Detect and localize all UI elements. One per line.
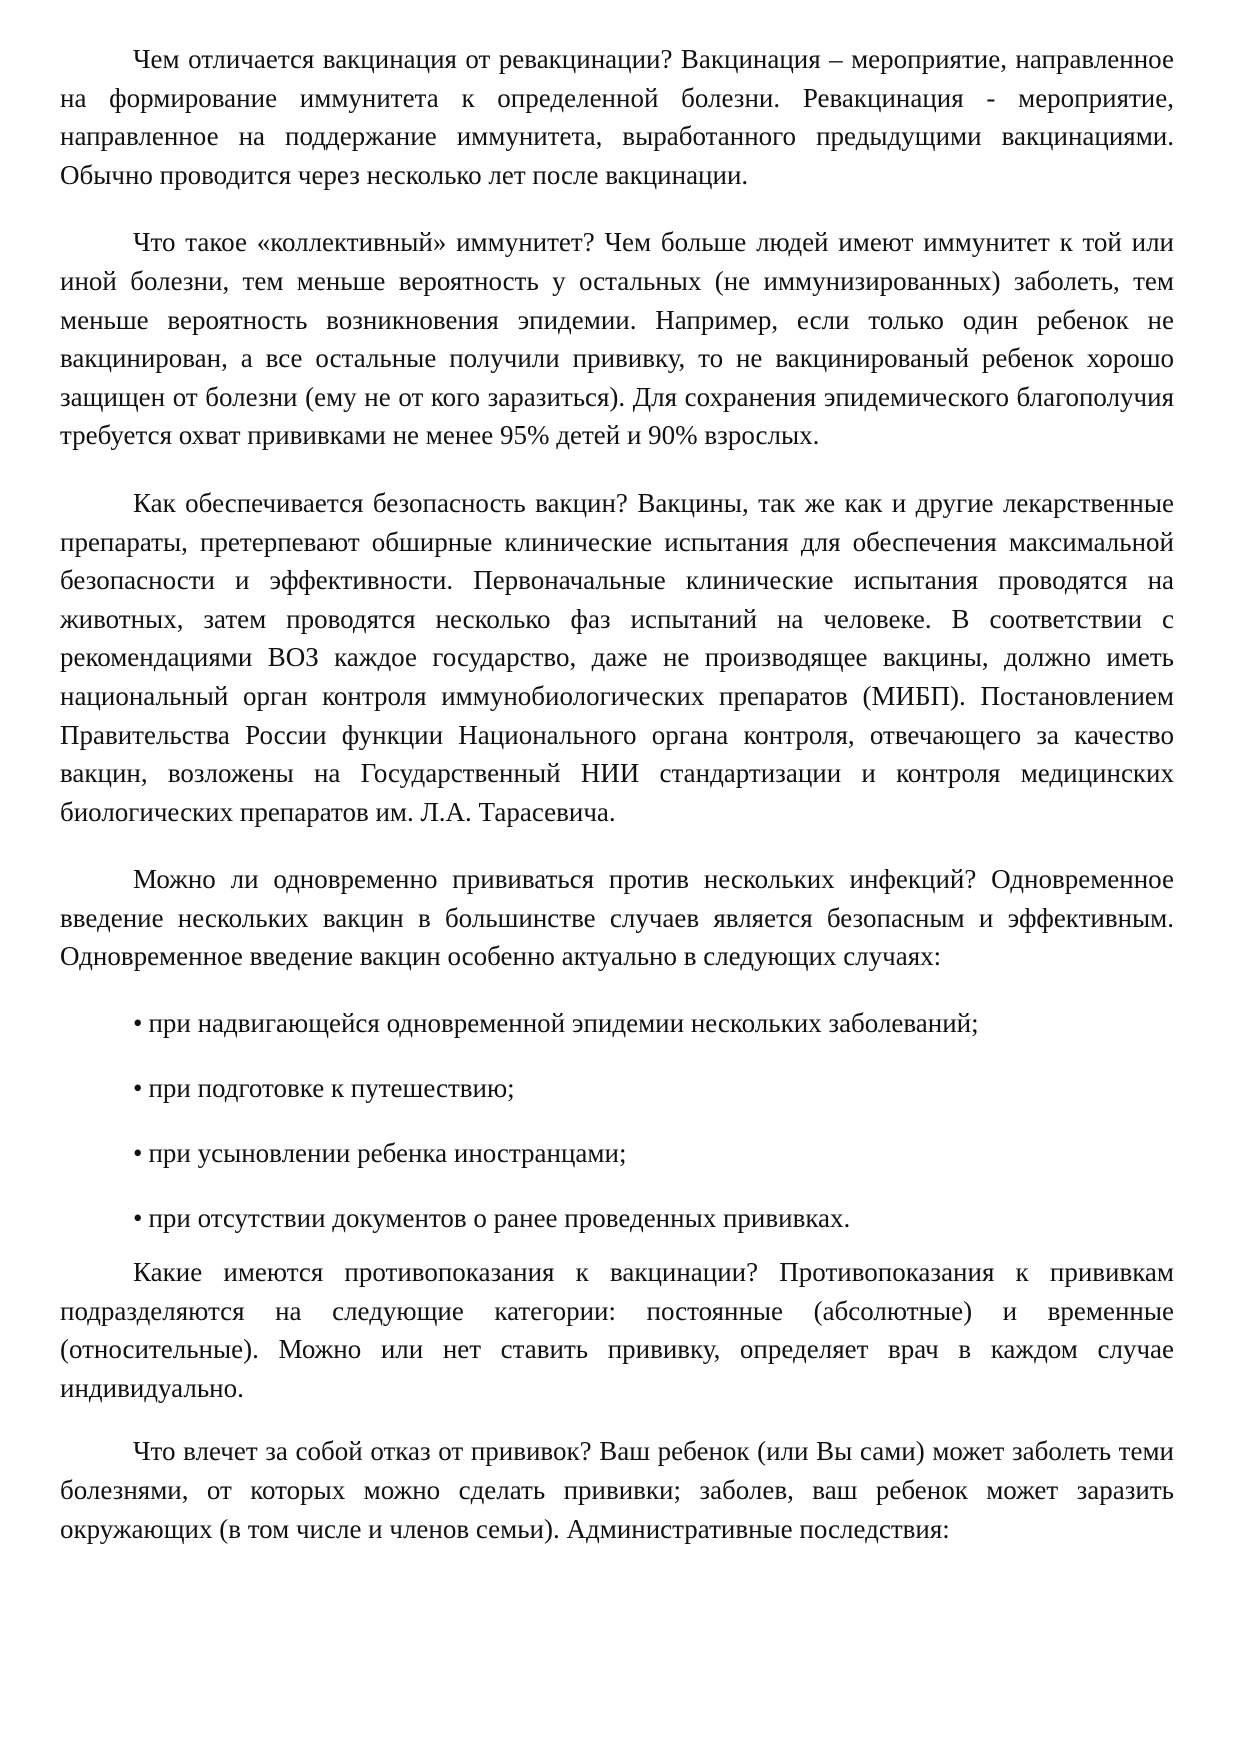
list-item	[60, 1069, 1174, 1108]
paragraph-refusal-consequences: Что влечет за собой отказ от прививок? Ваш ребенок (или Вы сами) может заболеть теми болезнями, от которых можно сделать прививки; заболев, ваш ребенок может заразить окружающих (в том числе и членов семьи). Административные последствия:	[60, 1436, 1174, 1544]
paragraph-contraindications: Какие имеются противопоказания к вакцинации? Противопоказания к прививкам подразделяются на следующие категории: постоянные (абсолютные) и временные (относительные). Можно или нет ставить прививку, определяет врач в каждом случае индивидуально.	[60, 1256, 1174, 1403]
paragraph-simultaneous-vaccination: Можно ли одновременно прививаться против нескольких инфекций? Одновременное введение нескольких вакцин в большинстве случаев является безопасным и эффективным. Одновременное введение вакцин особенно актуально в следующих случаях:	[60, 864, 1174, 972]
paragraph-vaccine-safety: Как обеспечивается безопасность вакцин? Вакцины, так же как и другие лекарственные препараты, претерпевают обширные клинические испытания для обеспечения максимальной безопасности и эффективности. Первоначальные клинические испытания проводятся на животных, затем проводятся несколько фаз испытаний на человеке. В соответствии с рекомендациями ВОЗ каждое государство, даже не производящее вакцины, должно иметь национальный орган контроля иммунобиологических препаратов (МИБП). Постановлением Правительства России функции Национального органа контроля, отвечающего за качество вакцин, возложены на Государственный НИИ стандартизации и контроля медицинских биологических препаратов им. Л.А. Тарасевича.	[60, 487, 1174, 827]
list-item-text: при усыновлении ребенка иностранцами;	[148, 1138, 627, 1169]
document-page	[60, 40, 1174, 1548]
list-item	[60, 1134, 1174, 1173]
bullet-icon: •	[133, 1138, 143, 1169]
bullet-list-cases	[60, 1004, 1174, 1238]
list-item	[60, 1004, 1174, 1043]
bullet-icon: •	[133, 1073, 143, 1104]
paragraph-collective-immunity: Что такое «коллективный» иммунитет? Чем больше людей имеют иммунитет к той или иной болезни, тем меньше вероятность у остальных (не иммунизированных) заболеть, тем меньше вероятность возникновения эпидемии. Например, если только один ребенок не вакцинирован, а все остальные получили прививку, то не вакцинированый ребенок хорошо защищен от болезни (ему не от кого заразиться). Для сохранения эпидемического благополучия требуется охват прививками не менее 95% детей и 90% взрослых.	[60, 227, 1174, 451]
paragraph-vaccination-vs-revaccination: Чем отличается вакцинация от ревакцинации? Вакцинация – мероприятие, направленное на формирование иммунитета к определенной болезни. Ревакцинация - мероприятие, направленное на поддержание иммунитета, выработанного предыдущими вакцинациями. Обычно проводится через несколько лет после вакцинации.	[60, 44, 1174, 190]
list-item-text: при отсутствии документов о ранее проведенных прививках.	[148, 1203, 851, 1234]
list-item-text: при подготовке к путешествию;	[148, 1073, 515, 1104]
bullet-icon: •	[133, 1008, 143, 1039]
list-item-text: при надвигающейся одновременной эпидемии нескольких заболеваний;	[148, 1008, 979, 1039]
list-item	[60, 1199, 1174, 1238]
bullet-icon: •	[133, 1203, 143, 1234]
